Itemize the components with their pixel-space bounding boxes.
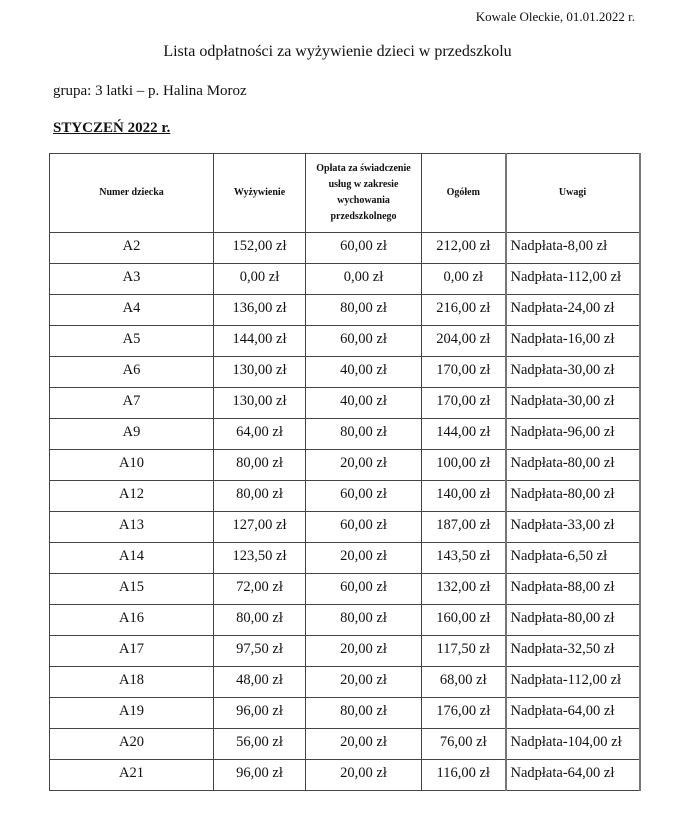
child-number-cell: A7 [50, 388, 214, 419]
child-number-cell: A20 [50, 729, 214, 760]
meals-cell: 130,00 zł [214, 357, 306, 388]
child-number-cell: A12 [50, 481, 214, 512]
table-row [50, 264, 640, 295]
care-fee-cell: 60,00 zł [306, 512, 422, 543]
remarks-cell: Nadpłata-8,00 zł [506, 233, 640, 264]
child-number-cell: A17 [50, 636, 214, 667]
total-cell: 140,00 zł [422, 481, 506, 512]
care-fee-cell: 60,00 zł [306, 481, 422, 512]
care-fee-cell: 20,00 zł [306, 543, 422, 574]
remarks-cell: Nadpłata-64,00 zł [506, 760, 640, 791]
total-cell: 170,00 zł [422, 388, 506, 419]
meals-cell: 127,00 zł [214, 512, 306, 543]
table-row [50, 512, 640, 543]
meals-cell: 123,50 zł [214, 543, 306, 574]
table-row [50, 357, 640, 388]
child-number-cell: A21 [50, 760, 214, 791]
table-header-row [50, 154, 640, 233]
care-fee-cell: 20,00 zł [306, 729, 422, 760]
care-fee-cell: 40,00 zł [306, 388, 422, 419]
meals-cell: 56,00 zł [214, 729, 306, 760]
table-row [50, 295, 640, 326]
meals-cell: 130,00 zł [214, 388, 306, 419]
child-number-cell: A19 [50, 698, 214, 729]
total-cell: 216,00 zł [422, 295, 506, 326]
remarks-cell: Nadpłata-80,00 zł [506, 481, 640, 512]
child-number-cell: A14 [50, 543, 214, 574]
child-number-cell: A13 [50, 512, 214, 543]
month-heading: STYCZEŃ 2022 r. [53, 120, 171, 136]
column-header-meals: Wyżywienie [214, 154, 306, 233]
table-row [50, 729, 640, 760]
remarks-cell: Nadpłata-88,00 zł [506, 574, 640, 605]
table-row [50, 574, 640, 605]
table-row [50, 636, 640, 667]
care-fee-cell: 60,00 zł [306, 326, 422, 357]
child-number-cell: A16 [50, 605, 214, 636]
remarks-cell: Nadpłata-112,00 zł [506, 264, 640, 295]
column-header-total: Ogółem [422, 154, 506, 233]
table-row [50, 388, 640, 419]
remarks-cell: Nadpłata-24,00 zł [506, 295, 640, 326]
meals-cell: 96,00 zł [214, 760, 306, 791]
care-fee-cell: 80,00 zł [306, 419, 422, 450]
child-number-cell: A10 [50, 450, 214, 481]
care-fee-cell: 20,00 zł [306, 636, 422, 667]
meals-cell: 72,00 zł [214, 574, 306, 605]
remarks-cell: Nadpłata-30,00 zł [506, 357, 640, 388]
meals-cell: 80,00 zł [214, 450, 306, 481]
group-info: grupa: 3 latki – p. Halina Moroz [53, 83, 247, 99]
meals-cell: 48,00 zł [214, 667, 306, 698]
total-cell: 0,00 zł [422, 264, 506, 295]
remarks-cell: Nadpłata-80,00 zł [506, 450, 640, 481]
total-cell: 170,00 zł [422, 357, 506, 388]
total-cell: 68,00 zł [422, 667, 506, 698]
care-fee-cell: 20,00 zł [306, 450, 422, 481]
total-cell: 116,00 zł [422, 760, 506, 791]
remarks-cell: Nadpłata-112,00 zł [506, 667, 640, 698]
table-row [50, 543, 640, 574]
meals-cell: 80,00 zł [214, 605, 306, 636]
table-row [50, 667, 640, 698]
total-cell: 204,00 zł [422, 326, 506, 357]
fees-table [49, 153, 641, 791]
child-number-cell: A18 [50, 667, 214, 698]
child-number-cell: A15 [50, 574, 214, 605]
table-row [50, 450, 640, 481]
table-row [50, 326, 640, 357]
meals-cell: 96,00 zł [214, 698, 306, 729]
total-cell: 144,00 zł [422, 419, 506, 450]
remarks-cell: Nadpłata-6,50 zł [506, 543, 640, 574]
child-number-cell: A6 [50, 357, 214, 388]
child-number-cell: A5 [50, 326, 214, 357]
table-row [50, 605, 640, 636]
meals-cell: 80,00 zł [214, 481, 306, 512]
care-fee-cell: 60,00 zł [306, 574, 422, 605]
column-header-care-fee: Opłata za świadczenie usług w zakresie wychowania przedszkolnego [306, 154, 422, 233]
meals-cell: 144,00 zł [214, 326, 306, 357]
meals-cell: 136,00 zł [214, 295, 306, 326]
care-fee-cell: 80,00 zł [306, 698, 422, 729]
care-fee-cell: 20,00 zł [306, 667, 422, 698]
total-cell: 212,00 zł [422, 233, 506, 264]
care-fee-cell: 80,00 zł [306, 605, 422, 636]
column-header-child-number: Numer dziecka [50, 154, 214, 233]
remarks-cell: Nadpłata-104,00 zł [506, 729, 640, 760]
meals-cell: 0,00 zł [214, 264, 306, 295]
child-number-cell: A4 [50, 295, 214, 326]
total-cell: 143,50 zł [422, 543, 506, 574]
total-cell: 176,00 zł [422, 698, 506, 729]
child-number-cell: A2 [50, 233, 214, 264]
place-date: Kowale Oleckie, 01.01.2022 r. [475, 9, 635, 24]
remarks-cell: Nadpłata-33,00 zł [506, 512, 640, 543]
total-cell: 100,00 zł [422, 450, 506, 481]
total-cell: 132,00 zł [422, 574, 506, 605]
remarks-cell: Nadpłata-96,00 zł [506, 419, 640, 450]
meals-cell: 97,50 zł [214, 636, 306, 667]
table-row [50, 419, 640, 450]
remarks-cell: Nadpłata-32,50 zł [506, 636, 640, 667]
table-row [50, 698, 640, 729]
remarks-cell: Nadpłata-80,00 zł [506, 605, 640, 636]
meals-cell: 64,00 zł [214, 419, 306, 450]
child-number-cell: A3 [50, 264, 214, 295]
care-fee-cell: 20,00 zł [306, 760, 422, 791]
care-fee-cell: 80,00 zł [306, 295, 422, 326]
column-header-remarks: Uwagi [506, 154, 640, 233]
care-fee-cell: 40,00 zł [306, 357, 422, 388]
remarks-cell: Nadpłata-16,00 zł [506, 326, 640, 357]
table-row [50, 760, 640, 791]
remarks-cell: Nadpłata-64,00 zł [506, 698, 640, 729]
meals-cell: 152,00 zł [214, 233, 306, 264]
remarks-cell: Nadpłata-30,00 zł [506, 388, 640, 419]
total-cell: 187,00 zł [422, 512, 506, 543]
table-row [50, 481, 640, 512]
total-cell: 160,00 zł [422, 605, 506, 636]
total-cell: 117,50 zł [422, 636, 506, 667]
care-fee-cell: 0,00 zł [306, 264, 422, 295]
care-fee-cell: 60,00 zł [306, 233, 422, 264]
table-row [50, 233, 640, 264]
child-number-cell: A9 [50, 419, 214, 450]
document-title: Lista odpłatności za wyżywienie dzieci w przedszkolu [163, 43, 512, 60]
total-cell: 76,00 zł [422, 729, 506, 760]
